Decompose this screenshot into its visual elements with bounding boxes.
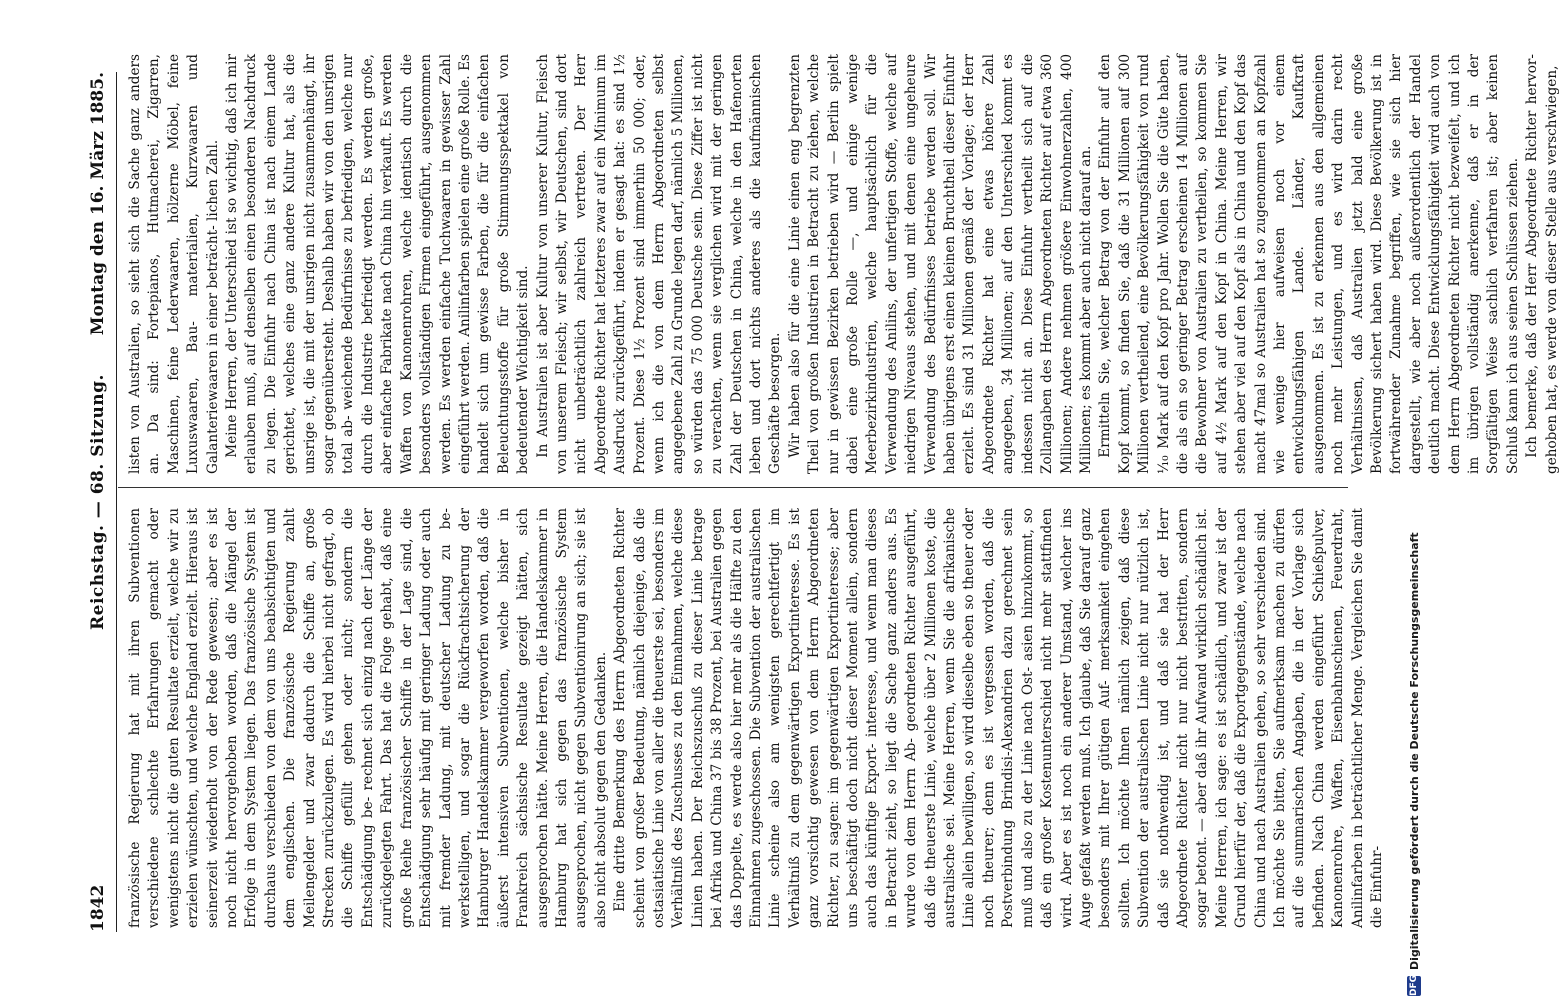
- dfg-logo: DFG: [1409, 974, 1419, 996]
- paragraph: listen von Australien, so sieht sich die Sache ganz anders an. Da sind: Fortepianos, Hutmacherei, Zigarren, Maschinen, feine Lederwaaren, hölzerne Möbel, feine Luxuswaaren, Bau- materialien, Kurzwaaren und Galanteriewaaren in einer beträcht- lichen Zahl.: [127, 54, 221, 474]
- paragraph: Ich bemerke, daß der Herr Abgeordnete Richter hervor- gehoben hat, es werde von dieser Stelle aus verschwiegen,: [1524, 54, 1560, 474]
- paragraph: Eine dritte Bemerkung des Herrn Abgeordneten Richter scheint von großer Bedeutung, nämlich diejenige, daß die ostasiatische Linie von aller die theuerste sei, besonders im Verhältniß des Zuschusses zu den Einnahmen, welche diese Linien haben. Der Reichszuschuß zu dieser Linie betrage bei Afrika und China 37 bis 38 Prozent, bei Australien gegen das Doppelte, es werde also hier mehr als die Hälfte zu den Einnahmen zugeschossen. Die Subvention der australischen Linie scheine also am wenigsten gerechtfertigt im Verhältniß zu dem gegenwärtigen Exportinteresse. Es ist ganz vorsichtig gewesen von dem Herrn Abgeordneten Richter, zu sagen: im gegenwärtigen Exportinteresse; aber uns beschäftigt doch nicht dieser Moment allein, sondern auch das künftige Export- interesse, und wenn man dieses in Betracht zieht, so liegt die Sache ganz anders aus. Es wurde von dem Herrn Ab- geordneten Richter ausgeführt, daß die theuerste Linie, welche über 2 Millionen koste, die australische sei. Meine Herren, wenn Sie die afrikanische Linie allein bewilligen, so wird dieselbe eben so theuer oder noch theurer; denn es ist vergessen worden, daß die Postverbindung Brindisi-Alexandrien dazu gerechnet sein muß und also zu der Linie nach Ost- asien hinzukommt, so daß ein großer Kostenunterschied nicht mehr stattfinden wird. Aber es ist noch ein anderer Umstand, welcher ins Auge gefaßt werden muß. Ich glaube, daß Sie darauf ganz besonders mit Ihrer gütigen Auf- merksamkeit eingehen sollten. Ich möchte Ihnen nämlich zeigen, daß diese Subvention der australischen Linie nicht nur nützlich ist, daß sie nothwendig ist, und daß sie hat der Herr Abgeordnete Richter nicht nur nicht bestritten, sondern sogar betont. — aber daß ihr Aufwand wirklich schädlich ist. Meine Herren, ich sage: es ist schädlich, und zwar ist der Grund hierfür der, daß die Exportgegenstände, welche nach China und nach Australien gehen, so sehr verschieden sind. Ich möchte Sie bitten, Sie aufmerksam machen zu dürfen auf die summarischen Angaben, die in der Vorlage sich befinden. Nach China werden eingeführt Schießpulver, Kanonenrohre, Waffen, Eisenbahnschienen, Feuerdraht, Anilinfarben in beträchtlicher Menge. Vergleichen Sie damit die Einfuhr-: [612, 508, 1385, 928]
- page-header: [88, 72, 112, 932]
- paragraph: Wir haben also für die eine Linie einen eng begrenzten Theil von großen Industrien in Betracht zu ziehen, welche nur in gewissen Bezirken betrieben wird — Berlin spielt dabei eine große Rolle —, und einige wenige Meerbezirkindustrien, welche hauptsächlich für die Verwendung des Anilins, der unfertigen Stoffe, welche auf niedrigen Niveaus stehen, und mit denen eine ungeheure Verwendung des Bedürfnisses betriebe werden soll. Wir haben übrigens erst einen kleinen Bruchtheil dieser Einfuhr erzielt. Es sind 31 Millionen gemäß der Vorlage; der Herr Abgeordnete Richter hat eine etwas höhere Zahl angegeben, 34 Millionen; auf den Unterschied kommt es indessen nicht an. Diese Einfuhr vertheilt sich auf die Zollangaben des Herrn Abgeordneten Richter auf etwa 360 Millionen; Andere nehmen größere Einwohnerzahlen, 400 Millionen; es kommt aber auch nicht darauf an.: [786, 54, 1094, 474]
- paragraph: Meine Herren, der Unterschied ist so wichtig, daß ich mir erlauben muß, auf denselben einen besonderen Nachdruck zu legen. Die Einfuhr nach China ist nach einem Lande gerichtet, welches eine ganz andere Kultur hat, als die unsrige ist, die mit der unsrigen nicht zusammenhängt, ihr sogar gegenübersteht. Deshalb haben wir von den unsrigen total ab- weichende Bedürfnisse zu befriedigen, welche nur durch die Industrie befriedigt werden. Es werden große, aber einfache Fabrikate nach China hin verkauft. Es werden Waffen von Kanonenrohren, welche identisch durch die besonders vollständigen Firmen eingeführt, ausgenommen werden. Es werden einfache Tuchwaaren in gewisser Zahl eingeführt werden. Anilinfarben spielen eine große Rolle. Es handelt sich um gewisse Farben, die für die einfachen Beleuchtungsstoffe für große Stimmungsspektakel von bedeutender Wichtigkeit sind.: [224, 54, 532, 474]
- page-number: 1842: [88, 884, 108, 932]
- paragraph: In Australien ist aber Kultur von unserer Kultur, Fleisch von unserem Fleisch; wir selbst, wir Deutschen, sind dort nicht unbeträchtlich zahlreich vertreten. Der Herr Abgeordnete Richter hat letzteres zwar auf ein Minimum im Ausdruck zurückgeführt, indem er gesagt hat: es sind 1½ Prozent. Diese 1½ Prozent sind immerhin 50 000; oder, wenn ich die von dem Herrn Abgeordneten selbst angegebene Zahl zu Grunde legen darf, nämlich 5 Millionen, so würden das 75 000 Deutsche sein. Diese Ziffer ist nicht zu verachten, wenn sie verglichen wird mit der geringen Zahl der Deutschen in China, welche in den Hafenorten leben und dort nichts anderes als die kaufmännischen Geschäfte besorgen.: [534, 54, 784, 474]
- paragraph: französische Regierung hat mit ihren Subventionen verschiedene schlechte Erfahrungen gemacht oder wenigstens nicht die guten Resultate erzielt, welche wir zu erzielen wünschten, und welche England erzielt. Hieraus ist seinerzeit wiederholt von der Rede gewesen; aber es ist noch nicht hervorgehoben worden, daß die Mängel der Erfolge in dem System liegen. Das französische System ist durchaus verschieden von dem von uns beabsichtigten und dem englischen. Die französische Regierung zahlt Meilengelder und zwar dadurch die Schiffe an, große Strecken zurückzulegen. Es wird hierbei nicht gefragt, ob die Schiffe gefüllt gehen oder nicht; sondern die Entschädigung be- rechnet sich einzig nach der Länge der zurückgelegten Fahrt. Das hat die Folge gehabt, daß eine große Reihe französischer Schiffe in der Lage sind, die Entschädigung sehr häufig mit geringer Ladung oder auch mit fremder Ladung, mit deutscher Ladung zu be- werkstelligen, und sogar die Rückfrachtsicherung der Hamburger Handelskammer vergeworfen worden, daß die äußerst intensiven Subventionen, welche bisher in Frankreich sächsische Resultate gezeigt hätten, sich ausgesprochen hätte. Meine Herren, die Handelskammer in Hamburg hat sich gegen das französische System ausgesprochen, nicht gegen Subventionirung an sich; sie ist also nicht absolut gegen den Gedanken.: [127, 508, 609, 928]
- digitization-footer: [1404, 0, 1430, 1000]
- right-column: [126, 54, 1560, 474]
- session-date: Montag den 16. März 1885.: [88, 72, 108, 336]
- digitization-credit: Digitalisierung gefördert durch die Deutsche Forschungsgemeinschaft: [1408, 532, 1421, 970]
- column-divider: [118, 487, 1348, 488]
- page-title: Reichstag. — 68. Sitzung.: [88, 374, 108, 630]
- left-column: [126, 508, 1385, 928]
- header-rule: [116, 72, 117, 932]
- paragraph: Ermitteln Sie, welcher Betrag von der Einfuhr auf den Kopf kommt, so finden Sie, daß die 31 Millionen auf 300 Millionen vertheilend, eine Bevölkerungsfähigkeit von rund ⅒ Mark auf den Kopf pro Jahr. Wollen Sie die Güte haben, die als ein so geringer Betrag erscheinen 14 Millionen auf die Bewohner von Australien zu vertheilen, so kommen Sie auf 4½ Mark auf den Kopf in China. Meine Herren, wir stehen aber viel auf den Kopf als in China und den Kopf das macht 47mal so Australien hat so zugenommen an Kopfzahl wie wenige hier aufweisen noch vor einem entwicklungsfähigen Lande. Länder, Kaufkraft ausgenommen. Es ist zu erkennen aus den allgemeinen noch mehr Leistungen, und es wird darin recht Verhältnissen, daß Australien jetzt bald eine große Bevölkerung sichert haben wird. Diese Bevölkerung ist in fortwährender Zunahme begriffen, wie sie sich hier dargestellt, wie aber noch außerordentlich der Handel deutlich macht. Diese Entwicklungsfähigkeit wird auch von dem Herrn Abgeordneten Richter nicht bezweifelt, und ich im übrigen vollständig anerkenne, daß er in der Sorgfältigen Weise sachlich verfahren ist; aber keinen Schluß kann ich aus seinen Schlüssen ziehen.: [1097, 54, 1521, 474]
